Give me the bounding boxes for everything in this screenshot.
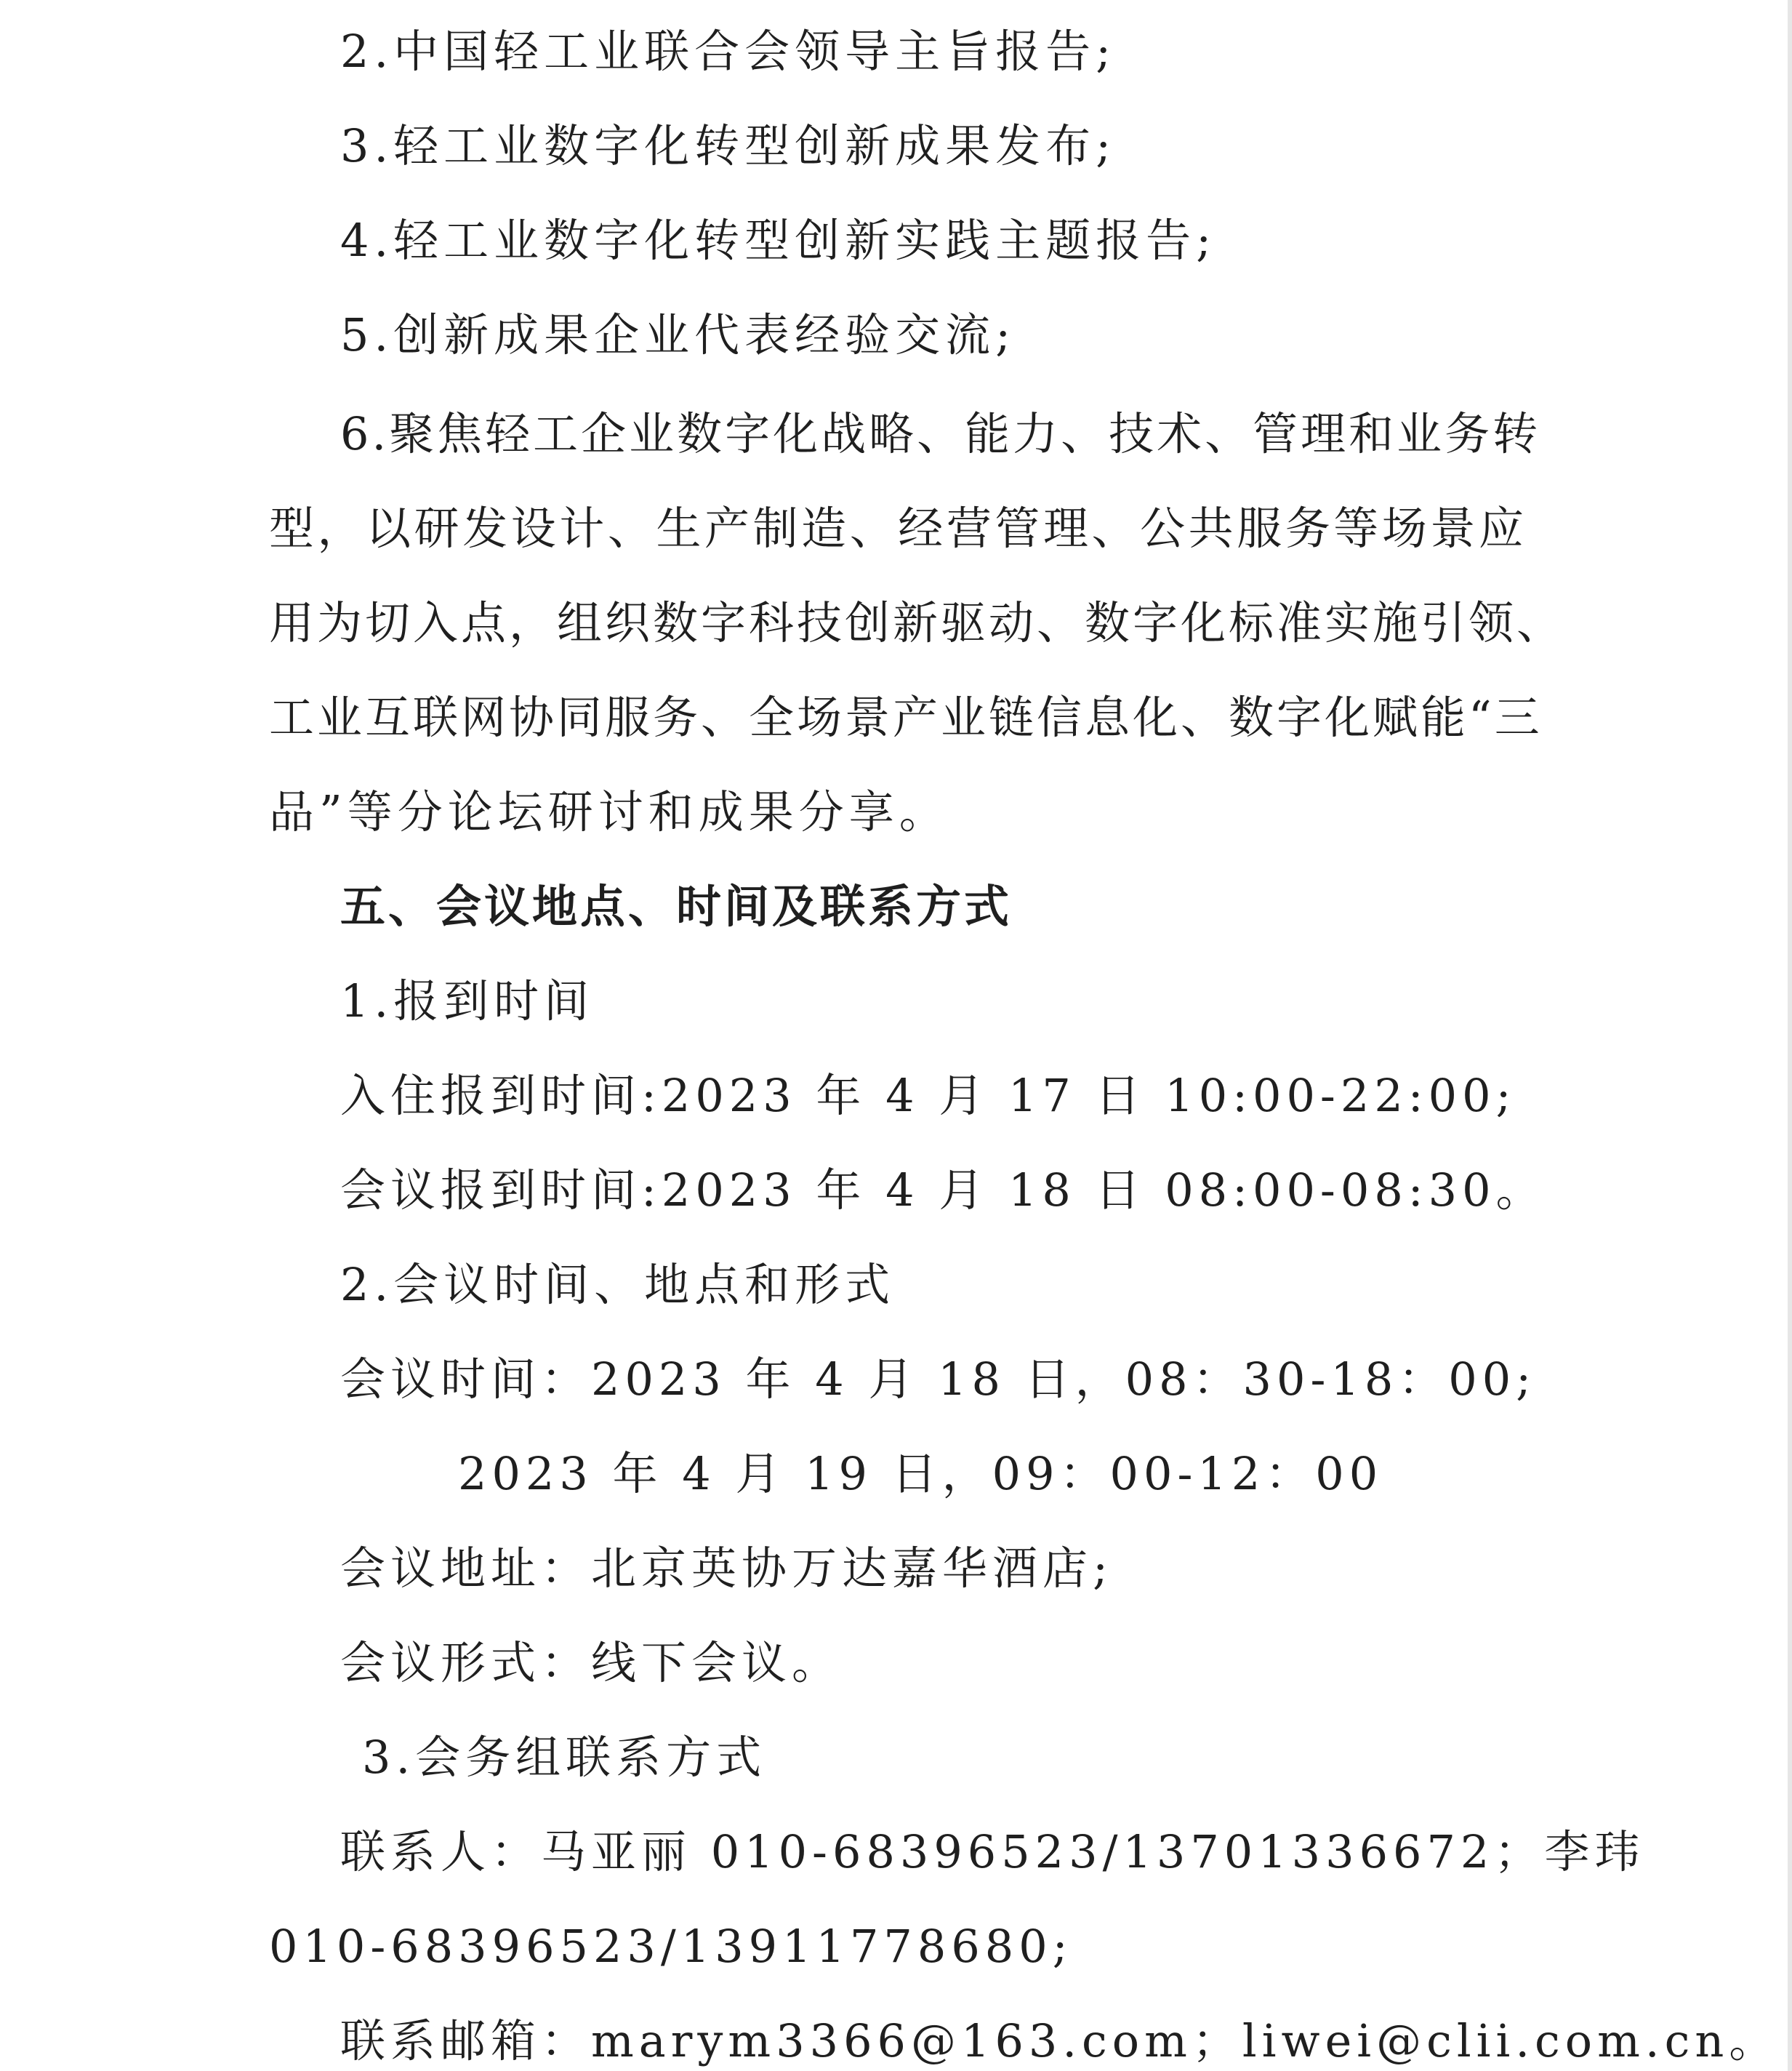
scan-edge-shadow xyxy=(1788,0,1792,2071)
list-item-3: 3.轻工业数字化转型创新成果发布; xyxy=(340,119,1117,172)
list-item-6-line-2: 型，以研发设计、生产制造、经营管理、公共服务等场景应 xyxy=(269,502,1527,555)
registration-time: 会议报到时间:2023 年 4 月 18 日 08:00-08:30。 xyxy=(340,1163,1546,1217)
list-item-2: 2.中国轻工业联合会领导主旨报告; xyxy=(340,25,1117,78)
checkin-time: 入住报到时间:2023 年 4 月 17 日 10:00-22:00; xyxy=(340,1069,1516,1122)
list-item-4: 4.轻工业数字化转型创新实践主题报告; xyxy=(340,214,1217,267)
meeting-title: 2.会议时间、地点和形式 xyxy=(340,1258,896,1311)
list-item-6-line-3: 用为切入点，组织数字科技创新驱动、数字化标准实施引领、 xyxy=(269,596,1565,649)
meeting-address: 会议地址：北京英协万达嘉华酒店; xyxy=(340,1542,1113,1595)
list-item-6-line-1: 6.聚焦轻工企业数字化战略、能力、技术、管理和业务转 xyxy=(340,407,1541,460)
meeting-time-day2: 2023 年 4 月 19 日，09：00-12：00 xyxy=(458,1447,1383,1500)
contact-people-line-2: 010-68396523/13911778680; xyxy=(269,1920,1073,1973)
section-heading: 五、会议地点、时间及联系方式 xyxy=(340,880,1013,933)
meeting-time-day1: 会议时间：2023 年 4 月 18 日，08：30-18：00; xyxy=(340,1353,1537,1406)
list-item-5: 5.创新成果企业代表经验交流; xyxy=(340,308,1016,361)
contact-title: 3.会务组联系方式 xyxy=(362,1731,767,1784)
list-item-6-line-4: 工业互联网协同服务、全场景产业链信息化、数字化赋能“三 xyxy=(269,691,1543,744)
list-item-6-line-5: 品”等分论坛研讨和成果分享。 xyxy=(269,785,949,838)
registration-title: 1.报到时间 xyxy=(340,974,595,1028)
contact-people-line-1: 联系人：马亚丽 010-68396523/13701336672；李玮 xyxy=(340,1825,1645,1878)
meeting-format: 会议形式：线下会议。 xyxy=(340,1636,843,1689)
contact-email: 联系邮箱：marym3366@163.com；liwei@clii.com.cn。 xyxy=(340,2014,1780,2067)
